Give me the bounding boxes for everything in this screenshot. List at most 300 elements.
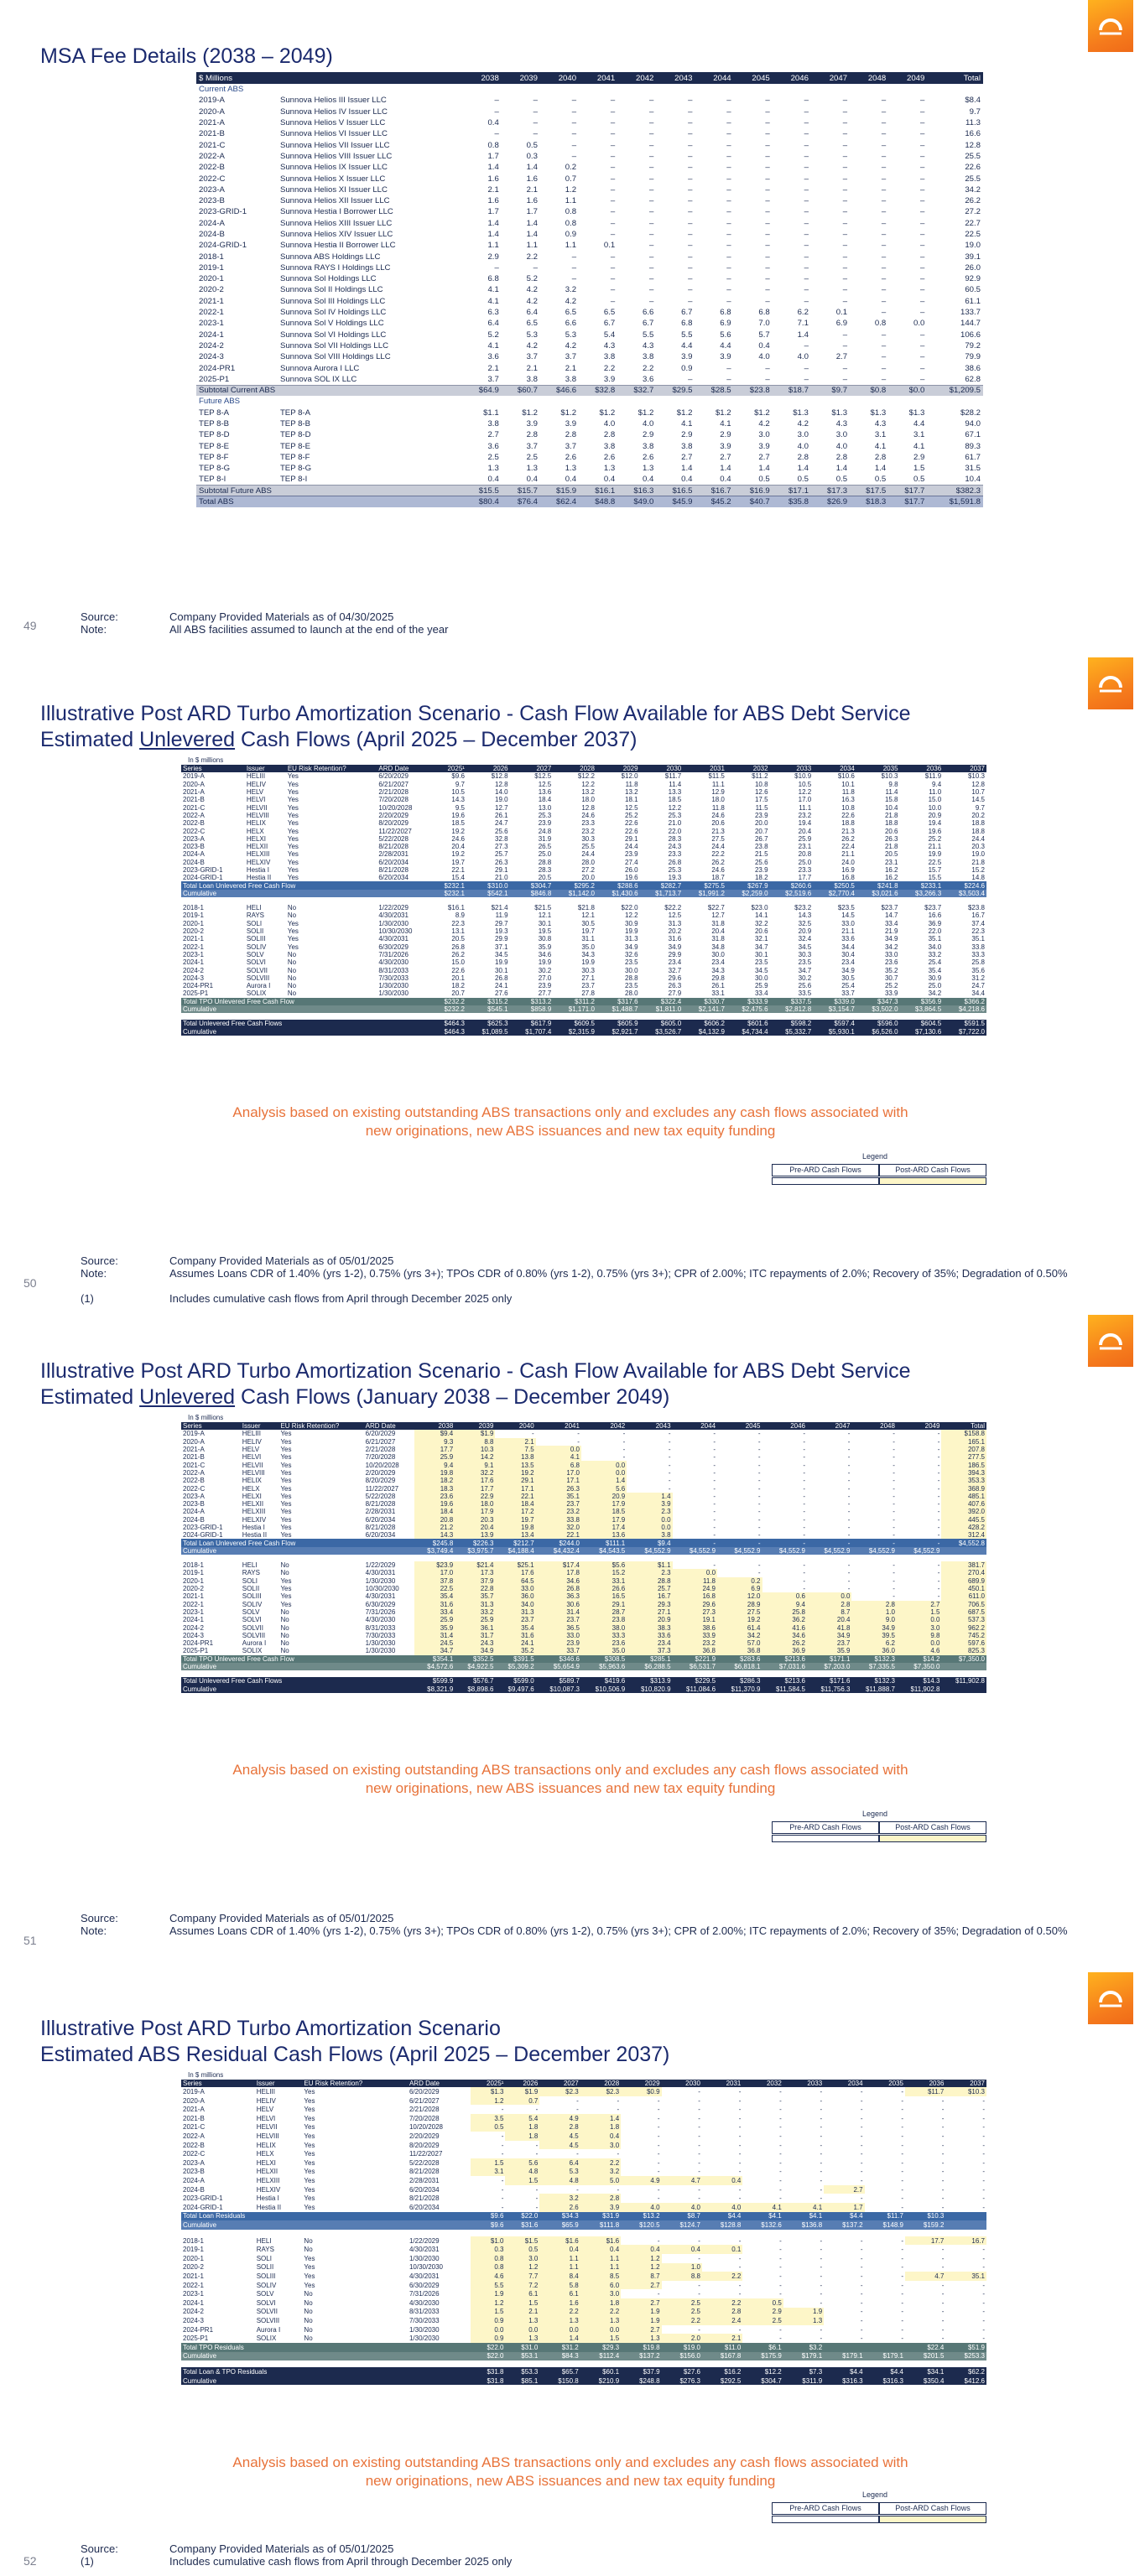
issuer-cell: HELXII <box>242 1500 264 1509</box>
series-cell: 2020-1 <box>199 274 224 284</box>
table-cell: - <box>501 2106 504 2114</box>
table-cell: - <box>982 2132 985 2141</box>
series-cell: 2021-A <box>183 788 205 797</box>
table-cell: 19.7 <box>451 858 465 866</box>
table-cell: $391.5 <box>495 1655 535 1663</box>
table-cell: $3,154.7 <box>813 1005 856 1013</box>
table-cell: 34.6 <box>762 1632 807 1639</box>
table-cell: 23.5 <box>625 982 638 990</box>
table-cell: 1.9 <box>621 2308 661 2317</box>
table-cell: - <box>738 2236 742 2245</box>
table-cell: – <box>688 274 693 284</box>
table-cell: - <box>937 1484 940 1493</box>
table-cell: $221.9 <box>673 1655 717 1663</box>
table-cell: - <box>901 2334 903 2343</box>
legend: Legend Pre-ARD Cash Flows Post-ARD Cash Flows <box>772 1152 986 1187</box>
table-row <box>181 2158 986 2168</box>
table-cell: 33.2 <box>455 1608 495 1616</box>
table-row <box>181 1500 986 1508</box>
table-cell: 1.3 <box>505 2316 539 2325</box>
table-cell: 24.1 <box>495 982 508 990</box>
table-cell: – <box>688 196 693 206</box>
series-cell: 2020-A <box>183 780 205 788</box>
table-cell: $11,902.8 <box>897 1685 941 1693</box>
series-cell: 2023-1 <box>183 2290 204 2298</box>
table-cell: 0.1 <box>603 241 616 251</box>
table-cell: 27.2 <box>965 207 981 217</box>
table-cell: 8/31/2033 <box>378 966 409 974</box>
table-cell: – <box>919 296 925 306</box>
table-cell: - <box>803 1453 805 1462</box>
table-cell: 8.7 <box>621 2272 661 2281</box>
table-cell: - <box>738 2281 742 2289</box>
series-cell: 2022-1 <box>199 308 224 318</box>
table-cell: – <box>571 96 577 106</box>
table-cell: 14.3 <box>451 796 465 804</box>
table-cell: – <box>610 274 616 284</box>
table-cell: - <box>657 2096 660 2105</box>
table-cell: 3.0 <box>505 2254 539 2263</box>
table-cell: $4.4 <box>824 2212 864 2221</box>
table-cell: $16.3 <box>617 486 656 496</box>
table-cell: 4.7 <box>662 2176 702 2185</box>
table-cell: - <box>535 2185 539 2194</box>
table-cell: 25.6 <box>798 982 812 990</box>
table-row <box>181 1647 986 1654</box>
table-cell: 0.0 <box>627 1524 672 1531</box>
table-cell: 18.0 <box>711 796 725 804</box>
table-cell: – <box>571 140 577 150</box>
table-cell: 6/20/2029 <box>409 2088 440 2096</box>
table-cell: 4.9 <box>539 2114 580 2123</box>
table-row <box>196 95 983 106</box>
table-cell: 25.9 <box>798 834 812 843</box>
table-cell: 2.8 <box>797 452 809 462</box>
table-cell: 32.8 <box>495 834 508 843</box>
table-cell: - <box>901 2236 903 2245</box>
table-cell: Yes <box>280 1585 292 1593</box>
header-cell: 2049 <box>897 1422 941 1430</box>
table-cell: - <box>803 1484 805 1493</box>
table-cell: Yes <box>280 1492 292 1500</box>
table-cell: $213.6 <box>762 1677 807 1685</box>
table-cell: 34.9 <box>455 1647 495 1654</box>
table-cell: - <box>941 2246 945 2254</box>
table-cell: $4,552.9 <box>762 1547 807 1555</box>
table-cell: 2.1 <box>702 2334 742 2343</box>
table-cell: 4.4 <box>681 340 693 351</box>
header-cell: 2028 <box>553 765 596 772</box>
table-cell: 0.2 <box>717 1577 762 1585</box>
table-cell: $8.4 <box>965 96 981 106</box>
unit-label: In $ millions <box>188 756 224 764</box>
table-cell: - <box>757 1524 761 1531</box>
table-cell: $232.2 <box>431 998 466 1005</box>
table-cell: 1.2 <box>621 2254 661 2263</box>
table-cell: $37.9 <box>621 2367 661 2376</box>
table-cell: 18.5 <box>451 819 465 828</box>
table-cell: 33.2 <box>928 950 942 958</box>
table-cell: $14.2 <box>897 1655 941 1663</box>
table-cell: 8/21/2028 <box>378 843 409 851</box>
table-cell: - <box>860 2096 863 2105</box>
table-cell: $46.6 <box>540 385 579 396</box>
table-cell: 25.3 <box>538 811 552 819</box>
table-cell: Yes <box>280 1515 292 1524</box>
table-cell: 2.2 <box>539 2308 580 2317</box>
issuer-cell: HELVI <box>242 1453 262 1462</box>
table-cell: 11.5 <box>755 803 768 812</box>
table-cell: Yes <box>280 1468 292 1477</box>
table-cell: - <box>941 2194 945 2203</box>
table-cell: 0.0 <box>536 1446 581 1453</box>
table-cell: - <box>535 2203 539 2211</box>
table-cell: - <box>698 2194 700 2203</box>
section-heading: Future ABS <box>199 397 241 407</box>
table-cell: 22.6 <box>841 811 855 819</box>
table-cell: - <box>941 2158 945 2167</box>
table-cell: - <box>860 2158 863 2167</box>
series-cell: 2022-1 <box>183 2281 204 2289</box>
table-cell: 22.6 <box>965 163 981 173</box>
issuer-cell: Sunnova Helios XII Issuer LLC <box>279 196 390 206</box>
table-cell: 24.8 <box>538 827 552 835</box>
table-cell: 5.5 <box>471 2281 506 2290</box>
table-cell: 2.8 <box>565 430 577 440</box>
table-cell: 0.6 <box>762 1592 807 1600</box>
issuer-cell: TEP 8-G <box>279 464 312 474</box>
table-cell: - <box>657 2123 660 2132</box>
legend-post-swatch <box>879 2516 986 2523</box>
series-cell: 2021-B <box>183 1453 205 1462</box>
table-cell: $2.3 <box>539 2087 580 2096</box>
header-cell: 2033 <box>783 2080 824 2087</box>
subtotal-label: Subtotal Current ABS <box>196 385 463 396</box>
table-cell: 18.4 <box>414 1508 455 1515</box>
table-cell: $23.8 <box>967 904 985 912</box>
table-row <box>181 819 986 827</box>
table-cell: – <box>842 163 848 173</box>
table-cell: - <box>757 1430 761 1438</box>
header-cell: 2037 <box>945 2080 986 2087</box>
table-cell: – <box>688 374 693 384</box>
table-cell: Yes <box>304 2281 315 2289</box>
table-cell: Yes <box>304 2177 315 2185</box>
table-cell: $617.9 <box>510 1020 554 1027</box>
table-cell: – <box>919 274 925 284</box>
table-cell: - <box>937 1576 940 1585</box>
series-cell: 2024-GRID-1 <box>183 874 223 882</box>
table-cell: 6/20/2034 <box>378 858 409 866</box>
table-row <box>181 1430 986 1437</box>
issuer-cell: SOLVII <box>242 1623 263 1632</box>
series-cell: 2019-1 <box>183 2246 204 2254</box>
table-cell: $1.2 <box>638 408 654 418</box>
table-row <box>196 296 983 307</box>
table-cell: 27.8 <box>581 989 595 998</box>
table-cell: $5.6 <box>581 1561 627 1569</box>
table-cell: 10/20/2028 <box>378 803 413 812</box>
header-cell: 2041 <box>579 72 617 84</box>
table-cell: 26.2 <box>711 858 725 866</box>
table-row <box>181 1516 986 1524</box>
table-cell: Yes <box>280 1500 292 1509</box>
table-cell: $45.9 <box>656 496 695 507</box>
table-cell: 33.6 <box>841 935 855 943</box>
table-cell: 6.5 <box>526 319 538 329</box>
table-cell: 4/30/2031 <box>378 935 409 943</box>
table-cell: - <box>779 2185 782 2194</box>
table-cell: - <box>893 1500 895 1509</box>
table-row <box>196 474 983 485</box>
series-cell: 2024-B <box>183 1515 205 1524</box>
table-row <box>181 1461 986 1468</box>
table-cell: 24.6 <box>711 866 725 874</box>
table-cell: $2,315.9 <box>553 1028 596 1036</box>
table-cell: 2.8 <box>807 1601 851 1608</box>
table-cell: - <box>937 1561 940 1570</box>
series-cell: 2024-B <box>183 2185 205 2194</box>
table-cell: - <box>820 2185 823 2194</box>
table-row <box>196 262 983 273</box>
issuer-cell: Sunnova Sol II Holdings LLC <box>279 285 383 295</box>
table-cell: 8.4 <box>539 2272 580 2281</box>
table-cell: $1.3 <box>471 2087 506 2096</box>
table-cell: 2.6 <box>565 452 577 462</box>
table-cell: 19.6 <box>414 1500 455 1508</box>
table-cell: No <box>287 950 297 958</box>
row-label: Total TPO Residuals <box>181 2343 471 2352</box>
table-cell: - <box>698 2254 700 2262</box>
table-cell: $17.1 <box>773 486 811 496</box>
table-cell: 26.3 <box>884 834 898 843</box>
table-cell: 2.1 <box>505 2308 539 2317</box>
table-cell: – <box>649 118 654 128</box>
table-cell: 2.6 <box>603 452 616 462</box>
table-cell: – <box>688 230 693 239</box>
table-cell: 9.7 <box>455 780 465 788</box>
table-cell: 31.8 <box>711 935 725 943</box>
table-cell: 94.0 <box>965 419 981 429</box>
table-cell: 18.2 <box>754 874 768 882</box>
table-cell: 23.6 <box>581 1639 627 1647</box>
table-cell: 4.2 <box>526 285 538 295</box>
table-cell: - <box>779 2168 782 2176</box>
table-cell: 28.0 <box>625 989 638 998</box>
header-cell: 2034 <box>824 2080 864 2087</box>
spacer-cell <box>181 897 986 904</box>
table-cell: - <box>820 2132 823 2141</box>
table-cell: - <box>982 2254 985 2262</box>
table-cell: 4.6 <box>897 1647 941 1654</box>
table-row <box>181 2096 986 2106</box>
table-cell: 35.7 <box>455 1592 495 1600</box>
table-cell: – <box>919 252 925 262</box>
tpo-cumulative-row <box>181 1663 986 1670</box>
table-cell: – <box>494 262 499 273</box>
table-cell: – <box>649 296 654 306</box>
table-cell: $605.9 <box>596 1020 640 1027</box>
header-cell: 2047 <box>807 1422 851 1430</box>
table-cell: $27.6 <box>662 2367 702 2376</box>
table-cell: – <box>919 106 925 117</box>
table-cell: No <box>287 904 297 912</box>
table-cell: $23.8 <box>734 385 773 396</box>
table-cell: - <box>937 1437 940 1446</box>
table-cell: $4,922.5 <box>455 1663 495 1670</box>
table-cell: 4.1 <box>487 285 499 295</box>
table-cell: 26.8 <box>668 858 682 866</box>
table-cell: 17.0 <box>414 1569 455 1576</box>
table-cell: 1.4 <box>874 464 887 474</box>
table-cell: 89.3 <box>965 441 981 451</box>
table-cell: – <box>842 330 848 340</box>
table-cell: $7.3 <box>783 2367 824 2376</box>
table-cell: 2/28/2031 <box>409 2177 440 2185</box>
table-cell: 12.2 <box>581 780 595 788</box>
table-cell: - <box>941 2263 945 2272</box>
table-cell: 26.8 <box>495 974 508 982</box>
table-row <box>181 2149 986 2158</box>
table-cell: 29.1 <box>495 866 508 874</box>
table-row <box>181 843 986 850</box>
unit-label: In $ millions <box>188 2071 224 2079</box>
table-cell: 5.3 <box>539 2168 580 2177</box>
spacer-row <box>181 1555 986 1561</box>
table-cell: 4.1 <box>742 2203 783 2212</box>
table-cell: 36.8 <box>717 1647 762 1654</box>
grand-cumulative-row <box>181 1028 986 1036</box>
header-cell: 2041 <box>536 1422 581 1430</box>
table-cell: 35.2 <box>495 1647 535 1654</box>
table-cell: 4.2 <box>565 340 577 351</box>
table-cell: 537.3 <box>941 1616 986 1623</box>
table-row <box>181 2263 986 2272</box>
series-cell: 2019-A <box>199 96 225 106</box>
table-cell: 18.4 <box>495 1500 535 1508</box>
table-cell: - <box>803 1477 805 1485</box>
table-cell: – <box>610 296 616 306</box>
table-cell: - <box>803 1437 805 1446</box>
table-cell: $11.2 <box>752 772 768 781</box>
table-cell: $53.3 <box>505 2367 539 2376</box>
header-cell: 2028 <box>580 2080 621 2087</box>
unit-label: In $ millions <box>188 1414 224 1421</box>
table-cell: 22.7 <box>965 218 981 228</box>
table-cell: - <box>657 2150 660 2158</box>
table-cell: - <box>713 1524 716 1531</box>
table-cell: - <box>982 2263 985 2272</box>
issuer-cell: TEP 8-B <box>279 419 311 429</box>
table-cell: 28.8 <box>627 1577 672 1585</box>
table-cell: 37.4 <box>971 919 985 927</box>
table-cell: 0.5 <box>913 475 925 485</box>
table-cell: $18.7 <box>773 385 811 396</box>
table-cell: 19.6 <box>625 874 638 882</box>
header-cell: EU Risk Retention? <box>286 765 377 772</box>
header-cell: 2030 <box>662 2080 702 2087</box>
table-cell: – <box>765 363 770 373</box>
table-cell: – <box>494 96 499 106</box>
table-cell: 11.8 <box>841 788 855 797</box>
table-cell: 23.9 <box>538 982 552 990</box>
table-cell: No <box>280 1639 289 1648</box>
table-cell: – <box>919 340 925 351</box>
issuer-cell: Aurora I <box>256 2325 281 2334</box>
table-cell: 35.9 <box>807 1647 851 1654</box>
series-cell: 2024-PR1 <box>183 2325 214 2334</box>
table-row <box>196 408 983 418</box>
table-cell: - <box>668 1437 671 1446</box>
table-cell: $337.5 <box>770 998 814 1005</box>
table-cell: $1,171.0 <box>553 1005 596 1013</box>
table-cell: - <box>847 1437 851 1446</box>
table-cell: – <box>919 374 925 384</box>
table-cell: - <box>820 2298 823 2307</box>
table-cell: $9.6 <box>471 2212 506 2221</box>
header-cell: Total <box>927 72 983 84</box>
series-cell: TEP 8-I <box>199 475 226 485</box>
table-cell: - <box>698 2281 700 2289</box>
table-cell: $545.1 <box>466 1005 510 1013</box>
table-cell: 27.6 <box>495 989 508 998</box>
table-cell: 33.0 <box>884 950 898 958</box>
table-cell: 0.0 <box>471 2325 506 2334</box>
table-cell: 18.5 <box>668 796 682 804</box>
table-cell: – <box>804 241 809 251</box>
table-cell: – <box>765 218 770 228</box>
issuer-cell: HELXII <box>246 843 268 851</box>
table-cell: $6,288.5 <box>627 1663 672 1670</box>
issuer-cell: Sunnova Sol VI Holdings LLC <box>279 330 387 340</box>
table-cell: - <box>982 2185 985 2194</box>
issuer-cell: HELX <box>246 827 264 835</box>
table-cell: 5/22/2028 <box>409 2158 440 2167</box>
table-cell: $21.4 <box>455 1561 495 1569</box>
table-cell: 39.1 <box>965 252 981 262</box>
table-cell: 0.4 <box>681 475 693 485</box>
table-cell: Yes <box>287 819 299 828</box>
table-cell: - <box>893 1430 895 1438</box>
table-cell: – <box>881 196 887 206</box>
table-cell: 17.2 <box>495 1508 535 1515</box>
table-cell: 23.2 <box>673 1639 717 1647</box>
table-cell: 37.3 <box>627 1647 672 1654</box>
table-row <box>181 1524 986 1531</box>
table-row <box>181 850 986 858</box>
table-row <box>196 418 983 429</box>
table-cell: 35.4 <box>414 1592 455 1600</box>
table-cell: $1.1 <box>627 1561 672 1569</box>
table-cell: - <box>501 2203 504 2211</box>
table-cell: – <box>842 262 848 273</box>
table-cell: 4.2 <box>797 419 809 429</box>
issuer-cell: HELXI <box>242 1492 262 1500</box>
table-cell: - <box>698 2141 700 2149</box>
row-label: Total Unlevered Free Cash Flows <box>181 1677 414 1685</box>
table-cell: 38.0 <box>581 1623 627 1631</box>
issuer-cell: SOLIV <box>246 943 267 951</box>
table-cell: - <box>847 1484 851 1493</box>
table-cell: 10/30/2030 <box>409 2263 443 2272</box>
table-cell: - <box>941 2123 945 2132</box>
table-cell: - <box>668 1446 671 1454</box>
table-cell: - <box>860 2334 863 2343</box>
header-cell: 2045 <box>717 1422 762 1430</box>
table-cell: - <box>901 2185 903 2194</box>
table-cell: 19.4 <box>798 819 812 828</box>
table-cell: $4.4 <box>702 2212 742 2221</box>
